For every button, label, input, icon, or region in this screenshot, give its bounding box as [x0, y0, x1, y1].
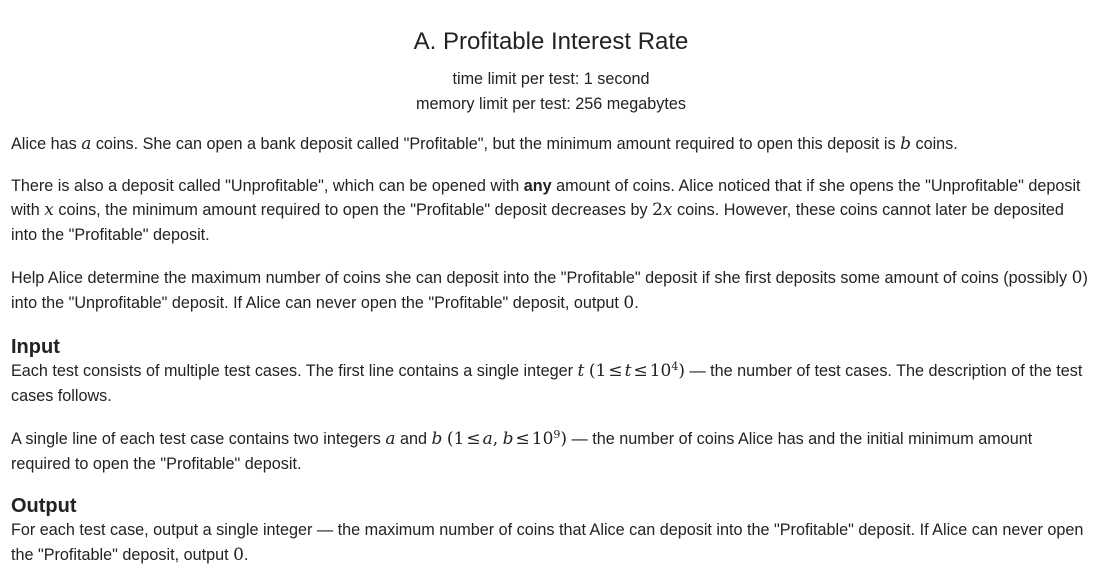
text: Each test consists of multiple test cases. The first line contains a single integer: [11, 362, 578, 380]
var-a: a: [81, 134, 92, 154]
statement-paragraph-3: [11, 266, 1091, 315]
text: .: [634, 293, 639, 312]
limits-block: [11, 67, 1091, 117]
num-0: 0: [623, 292, 635, 313]
text: coins.: [910, 135, 958, 153]
text: A single line of each test case contains two integers: [11, 430, 386, 448]
text: ) into the "Unprofitable" deposit. If Alice can never open the "Profitable" deposit, output: [11, 269, 1088, 312]
problem-title: A. Profitable Interest Rate: [413, 28, 689, 55]
math-base: 10: [649, 361, 672, 381]
text: coins. However, these coins cannot later be deposited into the "Profitable" deposit.: [11, 201, 1064, 244]
var-x: x: [662, 200, 673, 220]
input-heading: Input: [11, 336, 60, 358]
math-close: ): [678, 361, 685, 381]
text: For each test case, output a single integer — the maximum number of coins that Alice can deposit into the "Profitable" deposit. If Alice can never open the "Profitable" deposit, output: [11, 521, 1084, 564]
math-exponent: 9: [553, 428, 561, 441]
math-le: ≤: [608, 361, 623, 381]
math-comma: ,: [492, 429, 499, 449]
text: — the number of test cases. The description of the test cases follows.: [11, 362, 1083, 405]
num-0: 0: [233, 544, 244, 565]
time-limit: time limit per test: 1 second: [452, 70, 650, 88]
math-var-t: t: [624, 361, 632, 381]
text: amount of coins. Alice noticed that if she opens the "Unprofitable" deposit with: [11, 176, 1081, 219]
input-paragraph-2: [11, 427, 1091, 476]
text: Help Alice determine the maximum number of coins she can deposit into the "Profitable" deposit if she first deposits some amount of coins (possibly: [11, 269, 1072, 287]
memory-limit: memory limit per test: 256 megabytes: [416, 95, 686, 113]
output-heading: Output: [11, 495, 77, 517]
text: Alice has: [11, 135, 82, 153]
var-b: b: [900, 134, 911, 154]
var-a: a: [385, 429, 396, 449]
text: .: [243, 545, 249, 564]
var-t: t: [577, 361, 585, 381]
text: coins, the minimum amount required to open the "Profitable" deposit decreases by: [53, 201, 653, 219]
math-le: ≤: [633, 361, 648, 381]
num-0: 0: [1071, 268, 1083, 288]
text: There is also a deposit called "Unprofitable", which can be opened with: [11, 176, 524, 195]
text: — the number of coins Alice has and the initial minimum amount required to open the "Profitable" deposit.: [11, 430, 1033, 473]
math-var-b: b: [502, 429, 514, 449]
var-x: x: [44, 200, 54, 220]
math-var-a: a: [482, 429, 493, 449]
statement-paragraph-2: [11, 174, 1091, 248]
num-2: 2: [652, 200, 663, 220]
output-paragraph-1: [11, 518, 1091, 567]
math-le: ≤: [515, 429, 530, 449]
math-exponent: 4: [671, 360, 679, 373]
math-close: ): [560, 429, 568, 449]
var-b: b: [431, 429, 443, 449]
bold-any: any: [523, 176, 552, 195]
text: coins. She can open a bank deposit called "Profitable", but the minimum amount required to open this deposit is: [91, 135, 901, 153]
math-base: 10: [531, 429, 554, 449]
input-paragraph-1: [11, 359, 1091, 408]
math-open: (1: [446, 429, 465, 449]
text: and: [395, 430, 432, 448]
math-le: ≤: [466, 429, 481, 449]
math-open: (1: [588, 361, 607, 381]
statement-paragraph-1: [11, 132, 1091, 157]
